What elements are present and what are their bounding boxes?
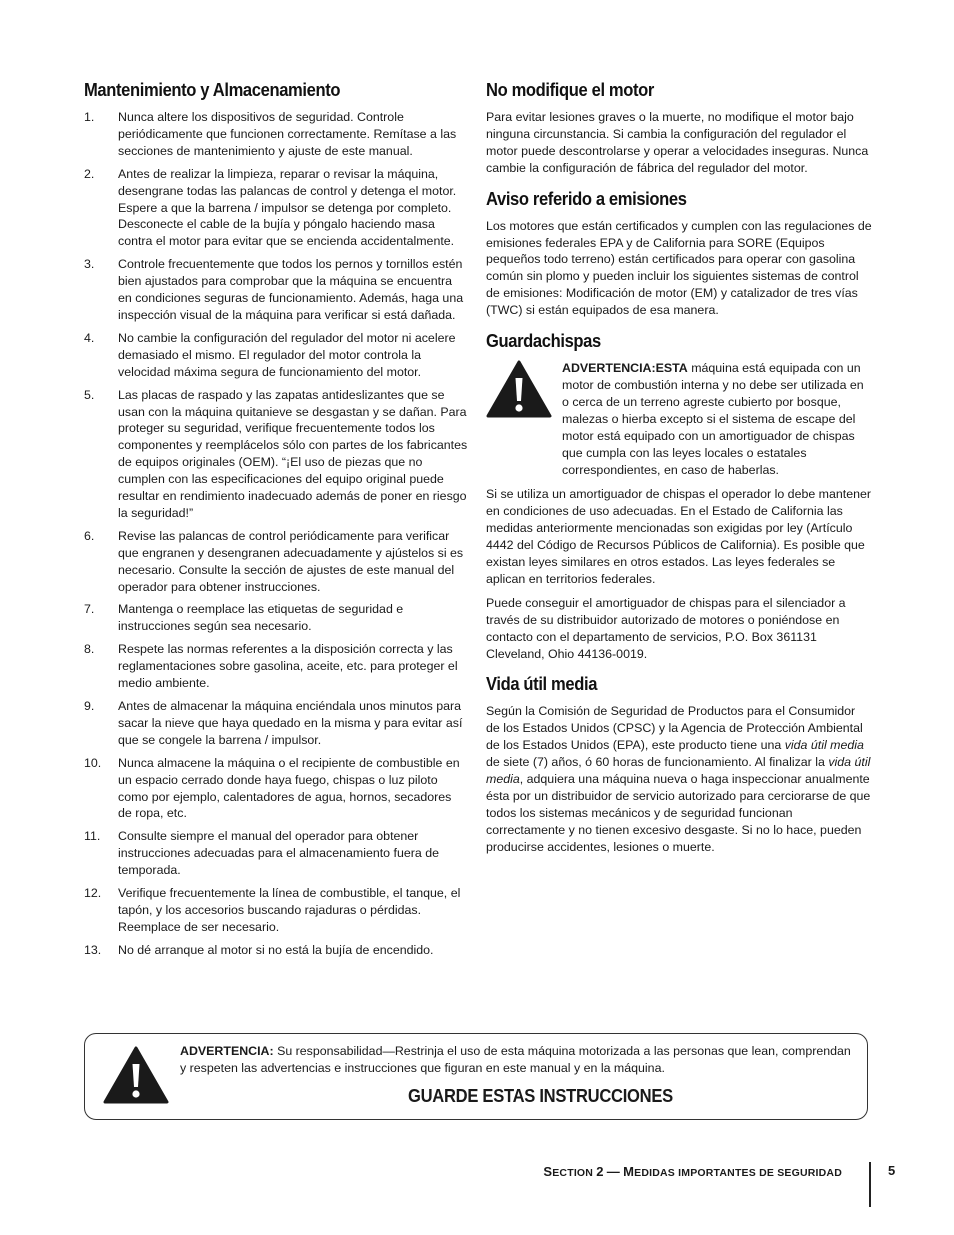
emissions-text: Los motores que están certificados y cumplen con las regulaciones de emisiones federales EPA y de California para SORE (Equipos pequeños todo terreno) están certificados para operar con gasolina común sin plomo y pueden incluir los siguientes sistemas de control de emisiones: Modificación de motor (EM) y catalizador de tres vías (TWC) si están equipados de esa manera. [486,218,872,318]
maintenance-item-text: Revise las palancas de control periódicamente para verificar que engranen y desengranen adecuadamente y ajústelos si es necesario. Consulte la sección de ajustes de este manual del operador para obtener instrucciones. [118,528,464,594]
maintenance-item [84,528,468,596]
footer-m-cap: M [623,1164,635,1179]
useful-life-section [486,674,872,855]
maintenance-item-number: 13. [84,942,102,957]
maintenance-item-number: 10. [84,755,102,770]
maintenance-list [84,109,468,959]
maintenance-item-text: Antes de almacenar la máquina enciéndala unos minutos para sacar la nieve que haya quedado en la misma y para evitar así que se congele la barrena / impulsor. [118,699,463,747]
emissions-section [486,189,872,319]
spark-arrester-section [486,331,872,662]
maintenance-item-text: Controle frecuentemente que todos los pernos y tornillos estén bien ajustados para comprobar que la máquina se encuentra en condiciones seguras de funcionamiento. Además, haga una inspección visual de la máquina para verificar si está dañada. [118,257,464,322]
maintenance-item [84,330,468,381]
maintenance-item-text: Verifique frecuentemente la línea de combustible, el tanque, el tapón, y los accesorios buscando rajaduras o pérdidas. Reemplace de ser necesario. [118,886,461,934]
maintenance-item [84,109,468,160]
responsibility-warning-body: Su responsabilidad—Restrinja el uso de esta máquina motorizada a las personas que lean, comprendan y respeten las advertencias e instrucciones que figuran en este manual y en la máquina. [180,1044,851,1075]
footer-dash: — [606,1164,620,1179]
maintenance-item [84,256,468,324]
responsibility-warning-label: ADVERTENCIA: [180,1044,274,1058]
useful-life-text [486,703,872,855]
footer-section-word: ECTION [552,1167,594,1179]
maintenance-item-text: Mantenga o reemplace las etiquetas de seguridad e instrucciones según sea necesario. [118,602,404,634]
useful-life-part-2: de siete (7) años, ó 60 horas de funcionamiento. Al finalizar la [486,755,829,770]
page-number: 5 [888,1163,896,1178]
maintenance-item-text: No cambie la configuración del regulador del motor ni acelere demasiado el mismo. El regulador del motor controla la velocidad máxima segura de funcionamiento del motor. [118,330,456,379]
emissions-heading: Aviso referido a emisiones [486,188,687,209]
spark-paragraph-1: Si se utiliza un amortiguador de chispas el operador lo debe mantener en condiciones de uso adecuadas. En el Estado de California las medidas anteriormente mencionadas son exigidas por ley (Artículo 4442 del Código de Recursos Públicos de California). Es posible que existan leyes similares en otros estados. Las leyes federales se aplican en territorios federales. [486,487,872,586]
maintenance-item-text: Antes de realizar la limpieza, reparar o revisar la máquina, desengrane todas las palancas de control y detenga el motor. Espere a que la barrena / impulsor se detenga por completo. Desconecte el cable de la bujía y póngalo haciendo masa contra el motor para evitar que se encienda accidentalmente. [118,166,457,249]
maintenance-item-number: 7. [84,602,95,617]
spark-warning-label: ADVERTENCIA:ESTA [562,361,688,376]
footer-section-name: EDIDAS IMPORTANTES DE SEGURIDAD [634,1167,842,1179]
useful-life-heading: Vida útil media [486,674,598,695]
maintenance-item [84,828,468,879]
maintenance-item [84,166,468,251]
maintenance-item-number: 5. [84,387,95,402]
motor-heading: No modifique el motor [486,80,655,100]
motor-section [486,80,872,177]
right-column [486,80,872,868]
maintenance-heading: Mantenimiento y Almacenamiento [84,80,341,100]
footer-section-title [543,1164,842,1179]
motor-text: Para evitar lesiones graves o la muerte, no modifique el motor bajo ninguna circunstancia. Si cambia la configuración del regulador el motor puede descontrolarse y operar a velocidades inseguras. Nunca cambie la configuración de fábrica del regulador del motor. [486,110,869,175]
useful-life-part-3: , adquiera una máquina nueva o haga inspeccionar anualmente ésta por un distribuidor de servicio autorizado para cerciorarse de que todos los sistemas mecánicos y de seguridad funcionan correctamente y no tienen excesivo desgaste. Si no lo hace, pueden producirse accidentes, lesiones o muerte. [486,772,871,854]
maintenance-item-text: Nunca altere los dispositivos de seguridad. Controle periódicamente que funcionen correctamente. Remítase a las secciones de mantenimiento y ajuste de este manual. [118,110,457,158]
maintenance-item [84,387,468,522]
footer-section-number: 2 [596,1164,604,1179]
keep-instructions-title: GUARDE ESTAS INSTRUCCIONES [408,1086,673,1106]
maintenance-item-text: Nunca almacene la máquina o el recipiente de combustible en un espacio cerrado donde haya fuego, chispas o luz piloto como por ejemplo, calentadores de agua, hornos, secadores de ropa, etc. [118,755,460,821]
useful-life-term-2: vida útil media [486,755,871,787]
maintenance-item [84,641,468,692]
spark-arrester-heading: Guardachispas [486,331,601,352]
maintenance-item-number: 11. [84,829,101,844]
maintenance-item-number: 9. [84,699,95,713]
maintenance-item-number: 4. [84,330,95,345]
spark-paragraph-2: Puede conseguir el amortiguador de chispas para el silenciador a través de su distribuidor autorizado de motores o poniéndose en contacto con el departamento de servicios, P.O. Box 361131 Cleveland, Ohio 44136-0019. [486,595,846,661]
spark-warning-text [562,360,872,478]
maintenance-item [84,885,468,936]
maintenance-item-number: 6. [84,528,95,543]
maintenance-item-number: 2. [84,166,95,181]
maintenance-item-text: Consulte siempre el manual del operador para obtener instrucciones adecuadas para el almacenamiento fuera de temporada. [118,829,439,878]
footer-divider [869,1162,871,1207]
useful-life-part-1: Según la Comisión de Seguridad de Productos para el Consumidor de los Estados Unidos (CPSC) y la Agencia de Protección Ambiental de los Estados Unidos (EPA), este producto tiene una [486,704,863,753]
useful-life-term-1: vida útil media [784,738,864,753]
warning-icon [486,360,562,423]
maintenance-item [84,942,468,959]
maintenance-item-number: 3. [84,257,95,272]
footer-s-cap: S [543,1164,553,1179]
maintenance-item-number: 12. [84,886,102,901]
warning-icon [103,1046,169,1109]
maintenance-item-number: 1. [84,110,95,124]
maintenance-item-text: Respete las normas referentes a la disposición correcta y las reglamentaciones sobre gasolina, aceite, etc. para proteger el medio ambiente. [118,642,458,691]
maintenance-item [84,698,468,749]
maintenance-item-text: No dé arranque al motor si no está la bujía de encendido. [118,942,434,957]
responsibility-warning-box [84,1033,868,1120]
maintenance-item [84,755,468,823]
maintenance-item [84,601,468,635]
left-column [84,80,468,965]
spark-warning-body: máquina está equipada con un motor de combustión interna y no debe ser utilizada en o cerca de un terreno agreste cubierto por bosque, malezas o hierba excepto si el sistema de escape del motor está equipado con un amortiguador de chispas que cumpla con las leyes locales o estatales correspondientes, en caso de haberlas. [562,361,864,477]
spark-warning [486,360,872,478]
maintenance-item-text: Las placas de raspado y las zapatas antideslizantes que se usan con la máquina quitanieve se desgastan y se dañan. Para proteger su seguridad, verifique frecuentemente todos los componentes y reemplácelos sólo con partes de los fabricantes de equipos originales (OEM). “¡El uso de piezas que no cumplen con las especificaciones del equipo original puede resultar en rendimiento inadecuado además de poner en riesgo la seguridad!” [118,387,468,520]
responsibility-warning-text [180,1043,851,1077]
maintenance-item-number: 8. [84,642,95,657]
